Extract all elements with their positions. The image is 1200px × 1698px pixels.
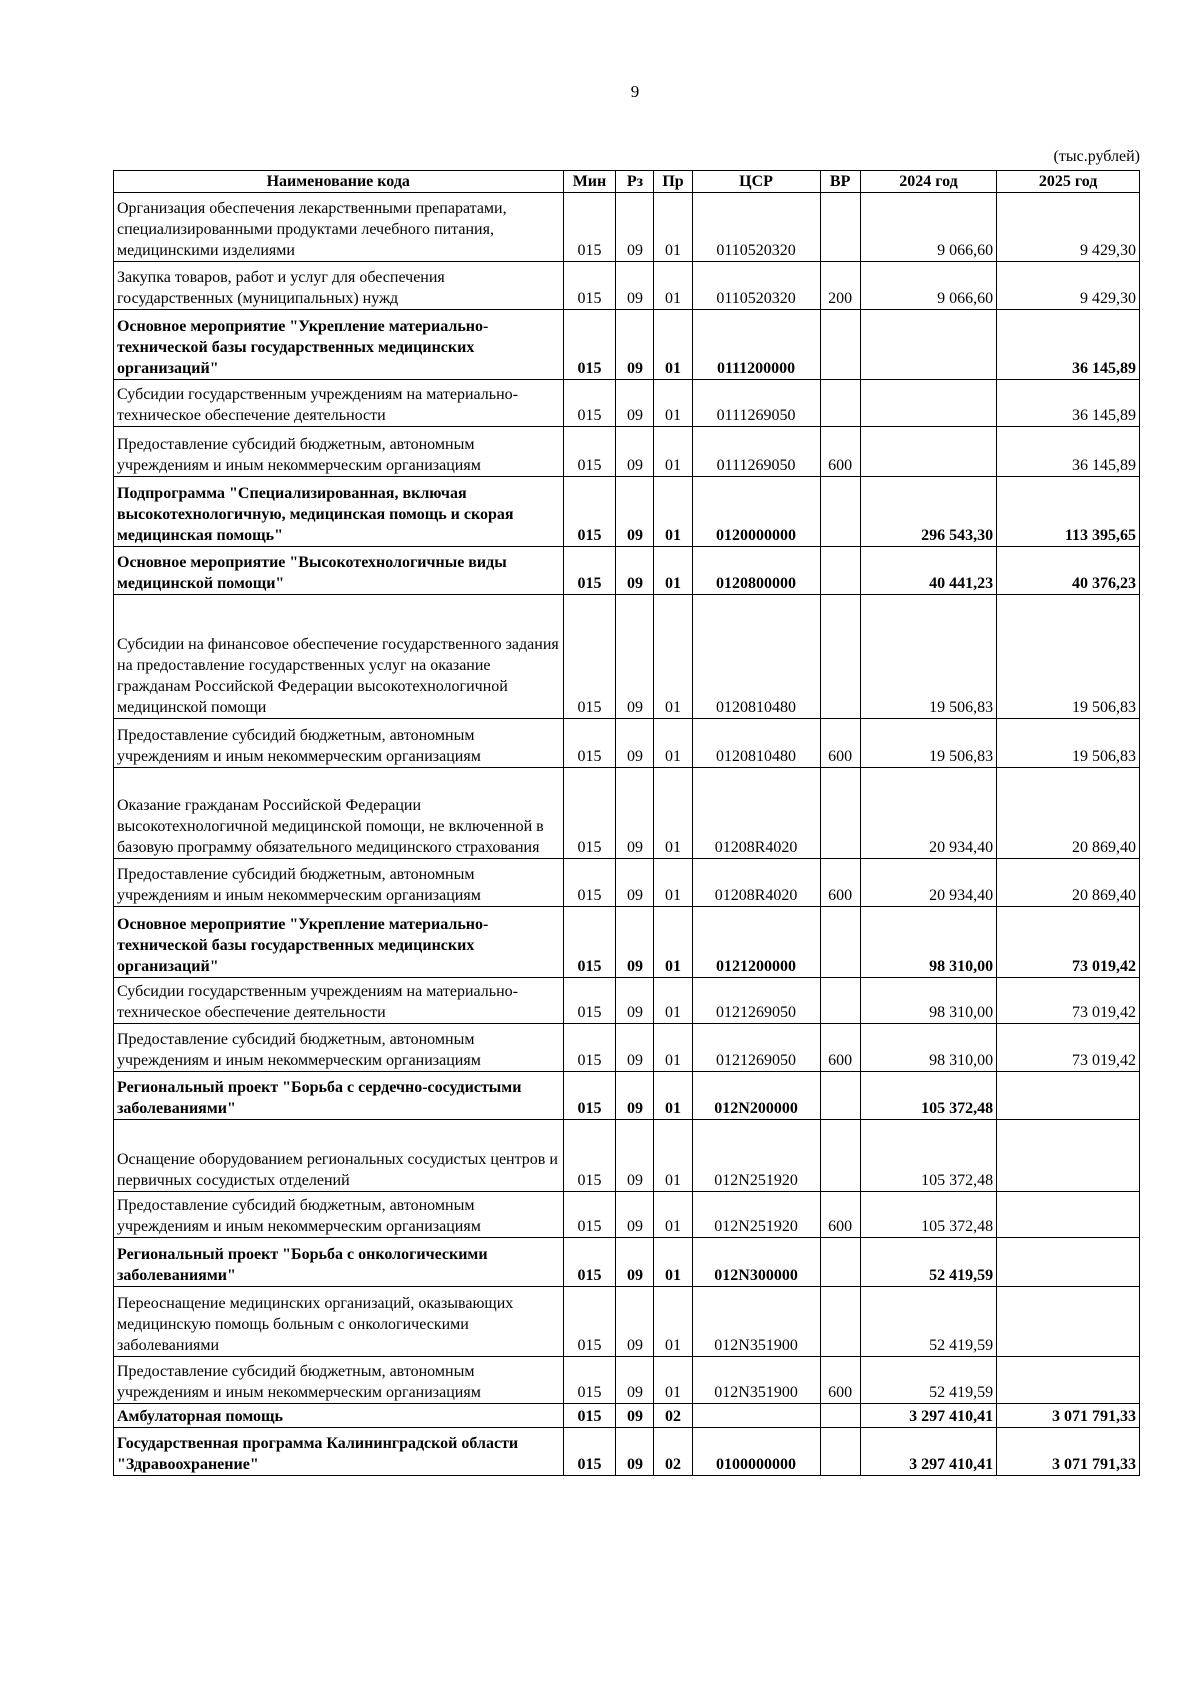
cell-name: Переоснащение медицинских организаций, оказывающих медицинскую помощь больным с онкологическими заболеваниями bbox=[114, 1287, 564, 1357]
cell-csr: 012N351900 bbox=[692, 1287, 820, 1357]
budget-table bbox=[113, 170, 1140, 1476]
cell-2024: 52 419,59 bbox=[860, 1357, 996, 1404]
cell-rz: 09 bbox=[616, 380, 654, 427]
table-row bbox=[114, 595, 1140, 719]
cell-csr: 012N351900 bbox=[692, 1357, 820, 1404]
cell-name: Предоставление субсидий бюджетным, автономным учреждениям и иным некоммерческим организациям bbox=[114, 1024, 564, 1072]
cell-2025: 73 019,42 bbox=[997, 1024, 1140, 1072]
table-row bbox=[114, 907, 1140, 978]
cell-name: Предоставление субсидий бюджетным, автономным учреждениям и иным некоммерческим организациям bbox=[114, 427, 564, 477]
table-row bbox=[114, 1072, 1140, 1120]
cell-vr: 600 bbox=[820, 427, 860, 477]
cell-rz: 09 bbox=[616, 859, 654, 907]
header-2025: 2025 год bbox=[997, 171, 1140, 193]
cell-vr bbox=[820, 907, 860, 978]
cell-2024: 3 297 410,41 bbox=[860, 1404, 996, 1428]
cell-name: Основное мероприятие "Высокотехнологичные виды медицинской помощи" bbox=[114, 547, 564, 595]
cell-2024: 20 934,40 bbox=[860, 768, 996, 859]
cell-csr: 0110520320 bbox=[692, 193, 820, 262]
cell-2024: 19 506,83 bbox=[860, 595, 996, 719]
cell-csr bbox=[692, 1404, 820, 1428]
cell-rz: 09 bbox=[616, 1024, 654, 1072]
cell-rz: 09 bbox=[616, 1357, 654, 1404]
cell-2024: 98 310,00 bbox=[860, 978, 996, 1024]
table-row bbox=[114, 978, 1140, 1024]
page-number: 9 bbox=[630, 82, 640, 101]
header-2024: 2024 год bbox=[860, 171, 996, 193]
cell-vr bbox=[820, 547, 860, 595]
cell-rz: 09 bbox=[616, 1428, 654, 1476]
cell-2024: 19 506,83 bbox=[860, 719, 996, 768]
table-row bbox=[114, 193, 1140, 262]
cell-pr: 01 bbox=[654, 262, 692, 310]
cell-pr: 01 bbox=[654, 1238, 692, 1287]
table-row bbox=[114, 719, 1140, 768]
cell-2025: 113 395,65 bbox=[997, 477, 1140, 547]
cell-pr: 01 bbox=[654, 907, 692, 978]
cell-pr: 01 bbox=[654, 427, 692, 477]
cell-min: 015 bbox=[563, 907, 616, 978]
cell-min: 015 bbox=[563, 1024, 616, 1072]
cell-pr: 01 bbox=[654, 310, 692, 380]
cell-pr: 01 bbox=[654, 380, 692, 427]
cell-2024: 3 297 410,41 bbox=[860, 1428, 996, 1476]
table-row bbox=[114, 1192, 1140, 1238]
cell-min: 015 bbox=[563, 1287, 616, 1357]
table-row bbox=[114, 262, 1140, 310]
units-label: (тыс.рублей) bbox=[1053, 148, 1140, 165]
cell-vr: 600 bbox=[820, 1192, 860, 1238]
cell-min: 015 bbox=[563, 1072, 616, 1120]
cell-2024: 40 441,23 bbox=[860, 547, 996, 595]
table-row bbox=[114, 1287, 1140, 1357]
cell-min: 015 bbox=[563, 1404, 616, 1428]
cell-2025: 9 429,30 bbox=[997, 193, 1140, 262]
cell-csr: 0111269050 bbox=[692, 380, 820, 427]
cell-vr: 600 bbox=[820, 1024, 860, 1072]
cell-2025: 19 506,83 bbox=[997, 595, 1140, 719]
table-row bbox=[114, 1404, 1140, 1428]
cell-pr: 01 bbox=[654, 547, 692, 595]
cell-pr: 01 bbox=[654, 1120, 692, 1192]
cell-min: 015 bbox=[563, 595, 616, 719]
cell-2024: 52 419,59 bbox=[860, 1238, 996, 1287]
cell-2025: 20 869,40 bbox=[997, 768, 1140, 859]
cell-rz: 09 bbox=[616, 1072, 654, 1120]
cell-min: 015 bbox=[563, 719, 616, 768]
cell-pr: 01 bbox=[654, 768, 692, 859]
cell-rz: 09 bbox=[616, 978, 654, 1024]
cell-csr: 0120000000 bbox=[692, 477, 820, 547]
cell-name: Предоставление субсидий бюджетным, автономным учреждениям и иным некоммерческим организациям bbox=[114, 1357, 564, 1404]
cell-name: Предоставление субсидий бюджетным, автономным учреждениям и иным некоммерческим организациям bbox=[114, 1192, 564, 1238]
cell-2025: 3 071 791,33 bbox=[997, 1428, 1140, 1476]
table-row bbox=[114, 768, 1140, 859]
cell-vr bbox=[820, 978, 860, 1024]
cell-min: 015 bbox=[563, 193, 616, 262]
cell-pr: 01 bbox=[654, 1287, 692, 1357]
cell-name: Амбулаторная помощь bbox=[114, 1404, 564, 1428]
table-row bbox=[114, 1428, 1140, 1476]
cell-vr bbox=[820, 310, 860, 380]
cell-2025 bbox=[997, 1287, 1140, 1357]
cell-pr: 01 bbox=[654, 719, 692, 768]
cell-min: 015 bbox=[563, 310, 616, 380]
cell-2025: 20 869,40 bbox=[997, 859, 1140, 907]
cell-csr: 0111200000 bbox=[692, 310, 820, 380]
cell-name: Предоставление субсидий бюджетным, автономным учреждениям и иным некоммерческим организациям bbox=[114, 859, 564, 907]
cell-min: 015 bbox=[563, 1238, 616, 1287]
cell-csr: 012N251920 bbox=[692, 1192, 820, 1238]
cell-vr bbox=[820, 595, 860, 719]
cell-vr: 600 bbox=[820, 719, 860, 768]
cell-2025 bbox=[997, 1192, 1140, 1238]
cell-vr bbox=[820, 1428, 860, 1476]
cell-csr: 0110520320 bbox=[692, 262, 820, 310]
cell-rz: 09 bbox=[616, 193, 654, 262]
cell-csr: 0121269050 bbox=[692, 1024, 820, 1072]
header-name: Наименование кода bbox=[114, 171, 564, 193]
cell-2025: 9 429,30 bbox=[997, 262, 1140, 310]
cell-2024: 20 934,40 bbox=[860, 859, 996, 907]
cell-pr: 02 bbox=[654, 1404, 692, 1428]
cell-2025: 40 376,23 bbox=[997, 547, 1140, 595]
cell-name: Предоставление субсидий бюджетным, автономным учреждениям и иным некоммерческим организациям bbox=[114, 719, 564, 768]
cell-2025 bbox=[997, 1120, 1140, 1192]
cell-rz: 09 bbox=[616, 1404, 654, 1428]
cell-2025 bbox=[997, 1072, 1140, 1120]
cell-csr: 0121200000 bbox=[692, 907, 820, 978]
cell-rz: 09 bbox=[616, 768, 654, 859]
cell-csr: 0100000000 bbox=[692, 1428, 820, 1476]
cell-pr: 01 bbox=[654, 978, 692, 1024]
cell-csr: 0120810480 bbox=[692, 719, 820, 768]
cell-csr: 0111269050 bbox=[692, 427, 820, 477]
cell-min: 015 bbox=[563, 1192, 616, 1238]
cell-2025: 73 019,42 bbox=[997, 907, 1140, 978]
cell-min: 015 bbox=[563, 1428, 616, 1476]
header-pr: Пр bbox=[654, 171, 692, 193]
cell-min: 015 bbox=[563, 768, 616, 859]
cell-name: Организация обеспечения лекарственными препаратами, специализированными продуктами лечебного питания, медицинскими изделиями bbox=[114, 193, 564, 262]
cell-vr bbox=[820, 1287, 860, 1357]
cell-2024: 98 310,00 bbox=[860, 907, 996, 978]
cell-pr: 01 bbox=[654, 1192, 692, 1238]
header-vr: ВР bbox=[820, 171, 860, 193]
header-csr: ЦСР bbox=[692, 171, 820, 193]
cell-name: Государственная программа Калининградской области "Здравоохранение" bbox=[114, 1428, 564, 1476]
cell-vr bbox=[820, 1072, 860, 1120]
cell-name: Основное мероприятие "Укрепление материально-технической базы государственных медицинских организаций" bbox=[114, 907, 564, 978]
table-row bbox=[114, 1024, 1140, 1072]
cell-min: 015 bbox=[563, 859, 616, 907]
table-row bbox=[114, 1120, 1140, 1192]
cell-2024: 105 372,48 bbox=[860, 1072, 996, 1120]
cell-pr: 01 bbox=[654, 1357, 692, 1404]
cell-vr bbox=[820, 477, 860, 547]
table-row bbox=[114, 380, 1140, 427]
cell-2024: 105 372,48 bbox=[860, 1120, 996, 1192]
cell-2025: 36 145,89 bbox=[997, 380, 1140, 427]
cell-2025: 36 145,89 bbox=[997, 427, 1140, 477]
cell-min: 015 bbox=[563, 1357, 616, 1404]
cell-pr: 01 bbox=[654, 1024, 692, 1072]
cell-min: 015 bbox=[563, 380, 616, 427]
cell-name: Закупка товаров, работ и услуг для обеспечения государственных (муниципальных) нужд bbox=[114, 262, 564, 310]
cell-2024: 296 543,30 bbox=[860, 477, 996, 547]
cell-name: Региональный проект "Борьба с сердечно-сосудистыми заболеваниями" bbox=[114, 1072, 564, 1120]
cell-pr: 01 bbox=[654, 193, 692, 262]
cell-name: Субсидии на финансовое обеспечение государственного задания на предоставление государственных услуг на оказание гражданам Российской Федерации высокотехнологичной медицинской помощи bbox=[114, 595, 564, 719]
cell-2024: 105 372,48 bbox=[860, 1192, 996, 1238]
cell-name: Оказание гражданам Российской Федерации высокотехнологичной медицинской помощи, не включенной в базовую программу обязательного медицинского страхования bbox=[114, 768, 564, 859]
cell-rz: 09 bbox=[616, 262, 654, 310]
cell-csr: 012N200000 bbox=[692, 1072, 820, 1120]
cell-csr: 01208R4020 bbox=[692, 859, 820, 907]
cell-name: Подпрограмма "Специализированная, включая высокотехнологичную, медицинская помощь и скорая медицинская помощь" bbox=[114, 477, 564, 547]
table-header-row bbox=[114, 171, 1140, 193]
table-row bbox=[114, 859, 1140, 907]
table-row bbox=[114, 547, 1140, 595]
cell-2024: 9 066,60 bbox=[860, 193, 996, 262]
cell-2025: 19 506,83 bbox=[997, 719, 1140, 768]
cell-2025: 73 019,42 bbox=[997, 978, 1140, 1024]
table-row bbox=[114, 310, 1140, 380]
cell-vr: 600 bbox=[820, 1357, 860, 1404]
cell-pr: 01 bbox=[654, 1072, 692, 1120]
cell-name: Субсидии государственным учреждениям на материально-техническое обеспечение деятельности bbox=[114, 978, 564, 1024]
cell-csr: 0120810480 bbox=[692, 595, 820, 719]
cell-2024 bbox=[860, 310, 996, 380]
cell-2025: 36 145,89 bbox=[997, 310, 1140, 380]
table-row bbox=[114, 477, 1140, 547]
cell-csr: 012N251920 bbox=[692, 1120, 820, 1192]
cell-vr: 600 bbox=[820, 859, 860, 907]
cell-vr bbox=[820, 1238, 860, 1287]
cell-min: 015 bbox=[563, 547, 616, 595]
cell-2025 bbox=[997, 1357, 1140, 1404]
cell-2025 bbox=[997, 1238, 1140, 1287]
cell-name: Оснащение оборудованием региональных сосудистых центров и первичных сосудистых отделений bbox=[114, 1120, 564, 1192]
cell-min: 015 bbox=[563, 1120, 616, 1192]
header-min: Мин bbox=[563, 171, 616, 193]
cell-pr: 01 bbox=[654, 859, 692, 907]
cell-vr bbox=[820, 1120, 860, 1192]
table-row bbox=[114, 1238, 1140, 1287]
cell-vr: 200 bbox=[820, 262, 860, 310]
cell-rz: 09 bbox=[616, 1192, 654, 1238]
cell-name: Региональный проект "Борьба с онкологическими заболеваниями" bbox=[114, 1238, 564, 1287]
cell-2024 bbox=[860, 427, 996, 477]
cell-rz: 09 bbox=[616, 1120, 654, 1192]
cell-pr: 01 bbox=[654, 595, 692, 719]
cell-rz: 09 bbox=[616, 907, 654, 978]
cell-vr bbox=[820, 1404, 860, 1428]
cell-min: 015 bbox=[563, 262, 616, 310]
cell-vr bbox=[820, 768, 860, 859]
cell-pr: 01 bbox=[654, 477, 692, 547]
cell-2024: 52 419,59 bbox=[860, 1287, 996, 1357]
cell-2024 bbox=[860, 380, 996, 427]
cell-2024: 98 310,00 bbox=[860, 1024, 996, 1072]
cell-rz: 09 bbox=[616, 427, 654, 477]
cell-rz: 09 bbox=[616, 547, 654, 595]
cell-rz: 09 bbox=[616, 477, 654, 547]
cell-rz: 09 bbox=[616, 1238, 654, 1287]
cell-csr: 012N300000 bbox=[692, 1238, 820, 1287]
cell-min: 015 bbox=[563, 978, 616, 1024]
cell-rz: 09 bbox=[616, 310, 654, 380]
cell-2025: 3 071 791,33 bbox=[997, 1404, 1140, 1428]
cell-name: Основное мероприятие "Укрепление материально-технической базы государственных медицинских организаций" bbox=[114, 310, 564, 380]
cell-name: Субсидии государственным учреждениям на материально-техническое обеспечение деятельности bbox=[114, 380, 564, 427]
cell-csr: 0121269050 bbox=[692, 978, 820, 1024]
cell-vr bbox=[820, 380, 860, 427]
cell-min: 015 bbox=[563, 427, 616, 477]
cell-min: 015 bbox=[563, 477, 616, 547]
cell-rz: 09 bbox=[616, 595, 654, 719]
header-rz: Рз bbox=[616, 171, 654, 193]
cell-2024: 9 066,60 bbox=[860, 262, 996, 310]
cell-csr: 0120800000 bbox=[692, 547, 820, 595]
cell-rz: 09 bbox=[616, 1287, 654, 1357]
table-row bbox=[114, 1357, 1140, 1404]
table-row bbox=[114, 427, 1140, 477]
cell-vr bbox=[820, 193, 860, 262]
cell-csr: 01208R4020 bbox=[692, 768, 820, 859]
cell-pr: 02 bbox=[654, 1428, 692, 1476]
cell-rz: 09 bbox=[616, 719, 654, 768]
